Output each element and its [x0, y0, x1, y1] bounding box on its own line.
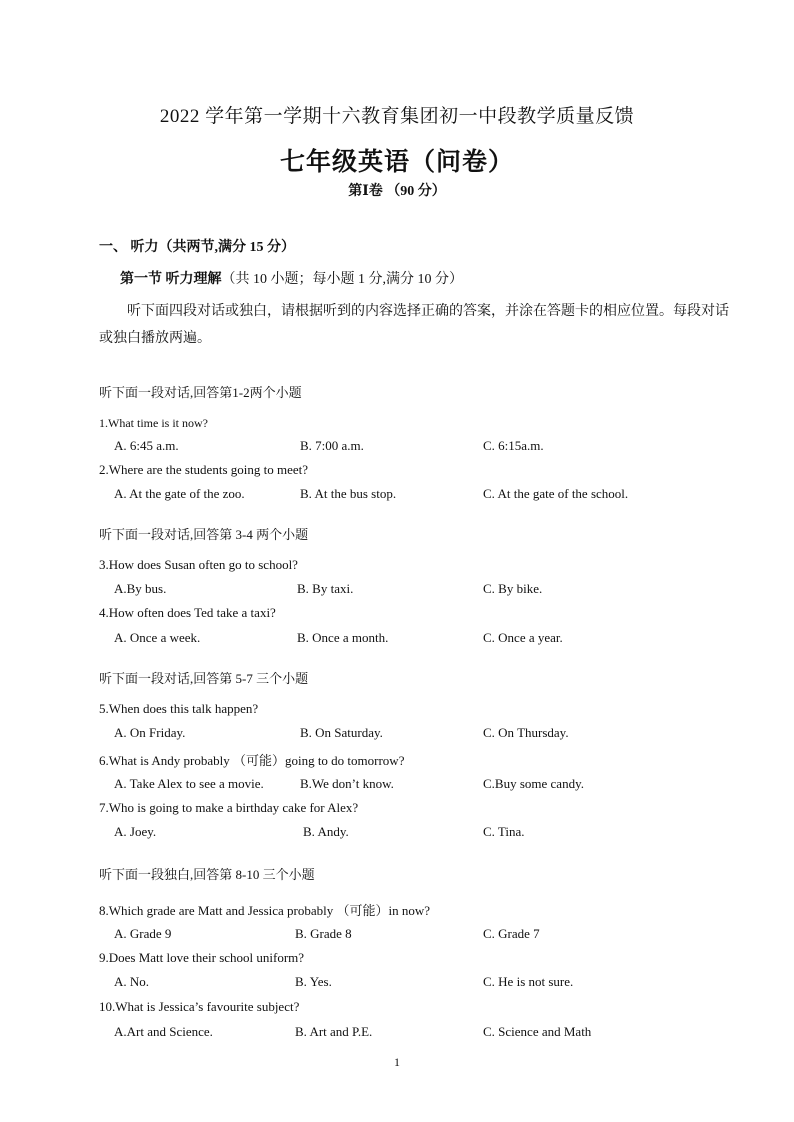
option-a: A. Once a week.	[114, 630, 201, 645]
option-c: C.Buy some candy.	[483, 776, 584, 791]
question-text: 8.Which grade are Matt and Jessica probably （可能）in now?	[99, 903, 431, 918]
option-c: C. At the gate of the school.	[483, 486, 629, 501]
exam-volume: 第Ⅰ卷 （90 分）	[348, 184, 446, 199]
option-b: B.We don’t know.	[300, 776, 394, 791]
option-a: A. Joey.	[114, 824, 157, 839]
option-c: C. Grade 7	[483, 926, 540, 941]
group-header: 听下面一段独白,回答第 8-10 三个小题	[99, 867, 315, 882]
question-text: 4.How often does Ted take a taxi?	[99, 605, 276, 620]
group-header: 听下面一段对话,回答第 5-7 三个小题	[99, 671, 309, 686]
section-heading: 一、 听力（共两节,满分 15 分）	[99, 240, 295, 255]
option-b: B. Andy.	[303, 824, 349, 839]
option-a: A. At the gate of the zoo.	[114, 486, 245, 501]
exam-title: 2022 学年第一学期十六教育集团初一中段教学质量反馈	[159, 106, 635, 127]
option-c: C. By bike.	[483, 581, 543, 596]
option-a: A. No.	[114, 974, 150, 989]
option-a: A. 6:45 a.m.	[114, 438, 179, 453]
question-text: 1.What time is it now?	[99, 416, 208, 430]
option-b: B. Art and P.E.	[295, 1024, 373, 1039]
option-c: C. 6:15a.m.	[483, 438, 544, 453]
instruction-line-1: 听下面四段对话或独白，请根据听到的内容选择正确的答案，并涂在答题卡的相应位置。每段对话	[127, 304, 729, 319]
option-b: B. By taxi.	[297, 581, 354, 596]
option-a: A. On Friday.	[114, 725, 186, 740]
option-a: A.By bus.	[114, 581, 167, 596]
option-a: A.Art and Science.	[114, 1024, 213, 1039]
option-c: C. Once a year.	[483, 630, 563, 645]
instruction-line-2: 或独白播放两遍。	[99, 331, 211, 346]
option-b: B. Yes.	[295, 974, 332, 989]
option-b: B. On Saturday.	[300, 725, 383, 740]
option-c: C. Science and Math	[483, 1024, 592, 1039]
part-heading	[120, 268, 463, 288]
question-text: 7.Who is going to make a birthday cake for Alex?	[99, 800, 359, 815]
exam-subject: 七年级英语（问卷）	[279, 149, 514, 176]
group-header: 听下面一段对话,回答第 3-4 两个小题	[99, 527, 309, 542]
group-header: 听下面一段对话,回答第1-2两个小题	[99, 385, 302, 400]
option-b: B. Grade 8	[295, 926, 352, 941]
option-b: B. Once a month.	[297, 630, 389, 645]
question-text: 10.What is Jessica’s favourite subject?	[99, 999, 300, 1014]
option-a: A. Grade 9	[114, 926, 172, 941]
option-c: C. On Thursday.	[483, 725, 569, 740]
question-text: 2.Where are the students going to meet?	[99, 462, 309, 477]
question-text: 3.How does Susan often go to school?	[99, 557, 298, 572]
option-c: C. Tina.	[483, 824, 525, 839]
page-number: 1	[394, 1055, 400, 1069]
option-b: B. At the bus stop.	[300, 486, 397, 501]
option-b: B. 7:00 a.m.	[300, 438, 364, 453]
option-a: A. Take Alex to see a movie.	[114, 776, 264, 791]
question-text: 9.Does Matt love their school uniform?	[99, 950, 305, 965]
question-text: 5.When does this talk happen?	[99, 701, 259, 716]
part-label: 第一节 听力理解	[120, 272, 222, 287]
option-c: C. He is not sure.	[483, 974, 574, 989]
part-description: （共 10 小题；每小题 1 分,满分 10 分）	[221, 272, 463, 287]
question-text: 6.What is Andy probably （可能）going to do tomorrow?	[99, 753, 405, 768]
